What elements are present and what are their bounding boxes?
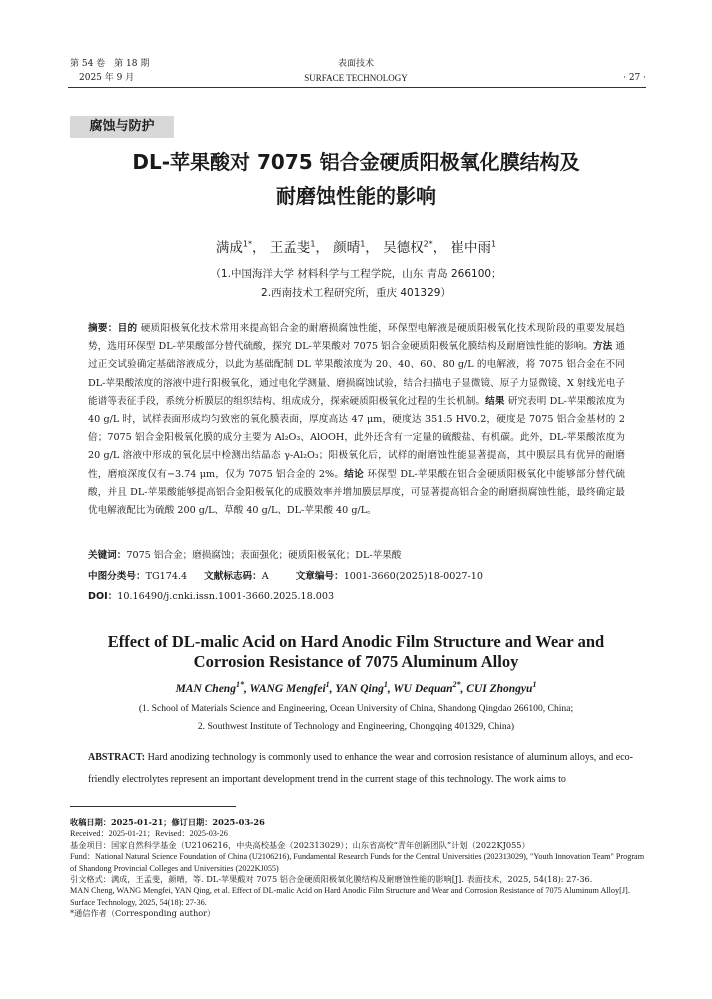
keywords [88, 548, 401, 564]
clc-label: 中图分类号： [88, 571, 146, 582]
en-author: CUI Zhongyu [466, 682, 533, 695]
cn-title-line-1: DL-苹果酸对 7075 铝合金硬质阳极氧化膜结构及 [132, 150, 580, 174]
conclusion-text: 环保型 DL-苹果酸在铝合金硬质阳极氧化中能够部分替代硫酸，并且 DL-苹果酸能够提高铝合金阳极氧化的成膜效率并增加膜层厚度，可显著提高铝合金的耐磨损腐蚀性能，最终确定最优电解液配比为硫酸 200 g/L、草酸 40 g/L、DL-苹果酸 40 g/L。 [88, 468, 625, 517]
doi-value: 10.16490/j.cnki.issn.1001-3660.2025.18.003 [117, 591, 335, 602]
keywords-text: 7075 铝合金；磨损腐蚀；表面强化；硬质阳极氧化；DL-苹果酸 [126, 550, 402, 561]
author-sup: 1 [383, 680, 388, 689]
header-journal-en: SURFACE TECHNOLOGY [304, 73, 408, 83]
en-affiliation-1: (1. School of Materials Science and Engineering, Ocean University of China, Shandong Qingdao 266100, China; [138, 703, 574, 714]
keywords-label: 关键词： [88, 550, 127, 561]
header-vol-issue: 第 54 卷 第 18 期 [70, 59, 150, 69]
cn-affiliation-2: 2.西南技术工程研究所，重庆 401329） [261, 287, 451, 299]
footnotes [70, 817, 646, 920]
cn-author: 王孟斐 [269, 240, 311, 256]
author-sup: 1 [360, 239, 366, 249]
section-tag: 腐蚀与防护 [70, 116, 174, 138]
received-en: Received：2025-01-21；Revised：2025-03-26 [70, 829, 228, 839]
author-sup: 2* [423, 239, 433, 249]
en-author: WANG Mengfei [249, 682, 326, 695]
objective-text: 硬质阳极氧化技术常用来提高铝合金的耐磨损腐蚀性能，环保型电解液是硬质阳极氧化技术现阶段的重要发展趋势，选用环保型 DL-苹果酸部分替代硫酸，探究 DL-苹果酸对 7075 铝合金硬质阳极氧化膜结构及耐磨蚀性能的影响。 [88, 323, 626, 353]
clc-value: TG174.4 [145, 571, 188, 582]
header-date: 2025 年 9 月 [79, 73, 135, 83]
fund-cn: 基金项目：国家自然科学基金（U2106216，中央高校基金（202313029）；山东省高校“青年创新团队”计划（2022KJ055） [70, 839, 530, 850]
author-sup: 1 [325, 680, 330, 689]
result-label: 结果 [485, 395, 505, 407]
abstract-label: 摘要： [88, 323, 118, 334]
en-author: WU Dequan [393, 682, 453, 695]
article-no-label: 文章编号： [295, 571, 344, 582]
author-sup: 1 [310, 239, 316, 249]
received-cn: 收稿日期：2025-01-21；修订日期：2025-03-26 [70, 817, 265, 827]
doc-label: 文献标志码： [204, 571, 262, 582]
doi [88, 589, 334, 605]
author-sup: 1* [235, 680, 244, 689]
cn-author: 吴德权 [383, 240, 424, 256]
cn-abstract [88, 320, 625, 520]
en-abstract [88, 747, 633, 791]
en-author: YAN Qing [335, 682, 384, 695]
cn-author: 颜晴 [333, 240, 361, 256]
objective-label: 目的 [117, 323, 138, 334]
cn-title-line-2: 耐磨蚀性能的影响 [276, 184, 436, 208]
en-authors: MAN Cheng$^{1*}$, WANG Mengfei$^1$, YAN Qing$^1$, WU Dequan$^{2*}$, CUI Zhongyu$^1$ [175, 680, 537, 695]
article-no-value: 1001-3660(2025)18-0027-10 [343, 571, 483, 582]
en-abstract-label: ABSTRACT: [88, 752, 146, 763]
cn-author: 满成 [215, 240, 243, 256]
result-text: 研究表明 DL-苹果酸浓度为 40 g/L 时，试样表面形成均匀致密的氧化膜表面，厚度高达 47 μm，硬度达 351.5 HV0.2，硬度是 7075 铝合金基材的 2 倍；7075 铝合金阳极氧化膜的成分主要为 Al₂O₃、AlOOH，此外还含有一定量的硫酸盐、有机碳。此外，DL-苹果酸浓度为 20 g/L 溶液中形成的氧化层中检测出结晶态 γ-Al₂O₃；阳极氧化后，试样的耐磨蚀性能显著提高，其中膜层具有优异的耐磨性，磨痕深度仅有−3.74 μm，仅为 7075 铝合金的 2%。 [88, 395, 626, 480]
en-abstract-text: Hard anodizing technology is commonly used to enhance the wear and corrosion resistance of aluminum alloys, and eco-friendly electrolytes represent an important development trend in the current stage of this technology. The work aims to [88, 752, 634, 785]
cn-author: 崔中雨 [450, 240, 491, 256]
header-rule [68, 87, 646, 88]
author-sup: 1 [490, 239, 497, 249]
conclusion-label: 结论 [344, 468, 365, 480]
author-sup: 1* [242, 239, 253, 249]
fund-en: Fund：National Natural Science Foundation of China (U2106216), Fundamental Research Funds for the Central Universities (202313029), "Youth Innovation Team" Program of Shandong Provincial Colleges and Universities (2022KJ055) [70, 852, 645, 873]
en-title-line-2: Corrosion Resistance of 7075 Aluminum Alloy [193, 652, 519, 671]
en-author: MAN Cheng [175, 682, 236, 695]
classification [88, 569, 483, 585]
citation-en: MAN Cheng, WANG Mengfei, YAN Qing, et al. Effect of DL-malic Acid on Hard Anodic Film Structure and Wear and Corrosion Resistance of 7075 Aluminum Alloy[J]. Surface Technology, 2025, 54(18): 27-36. [70, 886, 630, 907]
footnote-rule [70, 806, 236, 807]
citation-cn: 引文格式：满成，王孟斐，颜晴，等. DL-苹果酸对 7075 铝合金硬质阳极氧化膜结构及耐磨蚀性能的影响[J]. 表面技术，2025, 54(18): 27-36. [70, 874, 593, 885]
en-affiliation-2: 2. Southwest Institute of Technology and Engineering, Chongqing 401329, China) [197, 721, 515, 732]
author-sup: 1 [532, 680, 537, 689]
cn-affiliation-1: （1.中国海洋大学 材料科学与工程学院，山东 青岛 266100； [210, 268, 502, 280]
en-title-line-1: Effect of DL-malic Acid on Hard Anodic Film Structure and Wear and [107, 632, 605, 651]
method-label: 方法 [593, 341, 613, 353]
author-sup: 2* [452, 680, 461, 689]
header-journal-cn: 表面技术 [337, 59, 374, 69]
header-page-number: · 27 · [623, 73, 646, 83]
doi-label: DOI： [88, 591, 118, 602]
method-text: 通过正交试验确定基础溶液成分，以此为基础配制 DL 苹果酸浓度为 20、40、60、80 g/L 的电解液，将 7075 铝合金在不同 DL-苹果酸浓度的溶液中进行阳极氧化，通过电化学测量、磨损腐蚀试验，结合扫描电子显微镜、原子力显微镜、X 射线光电子能谱等表征手段，系统分析膜层的组织结构、组成成分，探索硬质阳极氧化过程的生长机制。 [88, 341, 625, 407]
doc-value: A [261, 571, 269, 582]
corresponding-author: *通信作者（Corresponding author） [70, 908, 216, 919]
cn-authors: 满成$^{1*}$， 王孟斐$^1$， 颜晴$^1$， 吴德权$^{2*}$， 崔中雨$^1$ [215, 239, 497, 256]
